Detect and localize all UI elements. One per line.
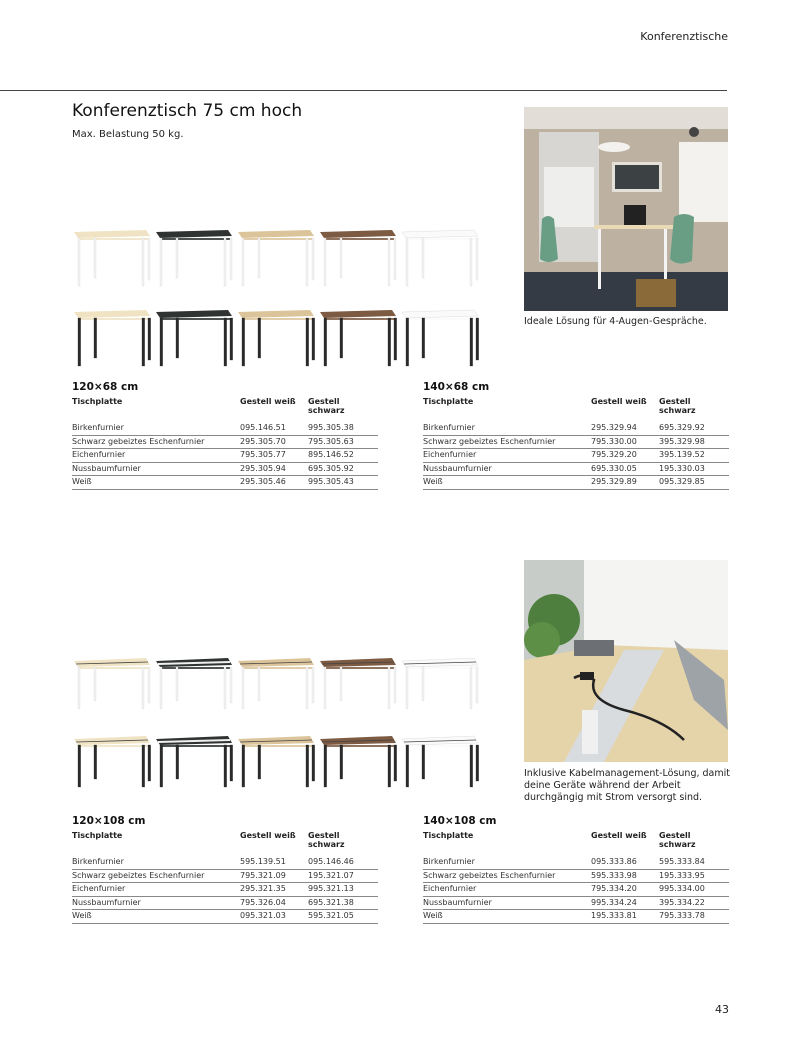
tabletop-finish: Nussbaumfurnier <box>423 463 492 473</box>
tabletop-finish: Birkenfurnier <box>72 857 124 866</box>
article-number: 095.329.85 <box>659 477 705 486</box>
table-thumbnail <box>72 228 152 288</box>
article-number: 595.333.84 <box>659 857 705 866</box>
article-number: 095.321.03 <box>240 911 286 920</box>
tabletop-finish: Schwarz gebeiztes Eschenfurnier <box>72 870 205 880</box>
article-number: 795.330.00 <box>591 436 637 446</box>
column-header: Gestell weiß <box>591 397 647 406</box>
table-thumbnail <box>154 731 234 789</box>
article-number: 995.305.43 <box>308 477 354 486</box>
table-header-row <box>423 831 729 856</box>
column-header: Tischplatte <box>72 831 123 840</box>
table-thumbnail <box>154 228 234 288</box>
tabletop-finish: Nussbaumfurnier <box>72 463 141 473</box>
article-number: 295.329.89 <box>591 477 637 486</box>
table-thumbnail <box>236 228 316 288</box>
tabletop-finish: Birkenfurnier <box>423 423 475 432</box>
article-number: 895.146.52 <box>308 450 354 459</box>
tabletop-finish: Weiß <box>423 911 443 920</box>
article-number: 295.305.46 <box>240 477 286 486</box>
table-row <box>423 910 729 924</box>
tabletop-finish: Schwarz gebeiztes Eschenfurnier <box>72 436 205 446</box>
table-thumbnail <box>154 653 234 711</box>
section-header-label: Konferenztische <box>640 30 728 43</box>
tabletop-finish: Eichenfurnier <box>72 450 126 459</box>
article-number: 695.329.92 <box>659 423 705 432</box>
article-number: 695.330.05 <box>591 463 637 473</box>
article-number: 295.321.35 <box>240 884 286 893</box>
column-header: Tischplatte <box>423 831 474 840</box>
article-number: 195.321.07 <box>308 870 354 880</box>
table-row <box>72 910 378 924</box>
column-header: Gestell schwarz <box>308 397 345 415</box>
table-size-heading: 140×108 cm <box>423 815 497 827</box>
table-row <box>423 897 729 911</box>
table-header-row <box>72 397 378 422</box>
table-row <box>423 436 729 450</box>
table-size-heading: 140×68 cm <box>423 381 490 393</box>
meeting-room-caption: Ideale Lösung für 4-Augen-Gespräche. <box>524 316 707 327</box>
article-number: 195.333.95 <box>659 870 705 880</box>
product-swatches-68 <box>72 228 480 368</box>
spec-table-140x108 <box>423 815 729 924</box>
article-number: 795.321.09 <box>240 870 286 880</box>
meeting-room-photo <box>524 107 728 311</box>
tabletop-finish: Weiß <box>72 911 92 920</box>
table-size-heading: 120×68 cm <box>72 381 139 393</box>
article-number: 795.334.20 <box>591 884 637 893</box>
table-row <box>423 463 729 477</box>
tabletop-finish: Schwarz gebeiztes Eschenfurnier <box>423 436 556 446</box>
page-title: Konferenztisch 75 cm hoch <box>72 101 303 121</box>
cable-management-photo <box>524 560 728 762</box>
column-header: Gestell schwarz <box>659 397 696 415</box>
table-row <box>423 883 729 897</box>
article-number: 595.321.05 <box>308 911 354 920</box>
tabletop-finish: Birkenfurnier <box>423 857 475 866</box>
article-number: 695.305.92 <box>308 463 354 473</box>
tabletop-finish: Eichenfurnier <box>72 884 126 893</box>
tabletop-finish: Nussbaumfurnier <box>423 897 492 907</box>
article-number: 095.146.46 <box>308 857 354 866</box>
article-number: 795.329.20 <box>591 450 637 459</box>
column-header: Gestell weiß <box>240 831 296 840</box>
table-thumbnail <box>400 308 480 368</box>
table-row <box>423 870 729 884</box>
column-header: Gestell weiß <box>240 397 296 406</box>
cable-management-caption: Inklusive Kabelmanagement-Lösung, damit deine Geräte während der Arbeit durchgängig mit Strom versorgt sind. <box>524 768 730 803</box>
table-size-heading: 120×108 cm <box>72 815 146 827</box>
table-header-row <box>72 831 378 856</box>
table-thumbnail <box>318 653 398 711</box>
tabletop-finish: Birkenfurnier <box>72 423 124 432</box>
article-number: 595.139.51 <box>240 857 286 866</box>
column-header: Tischplatte <box>72 397 123 406</box>
table-row <box>72 883 378 897</box>
table-row <box>423 476 729 490</box>
article-number: 295.305.94 <box>240 463 286 473</box>
article-number: 095.333.86 <box>591 857 637 866</box>
tabletop-finish: Weiß <box>423 477 443 486</box>
table-row <box>72 870 378 884</box>
spec-table-140x68 <box>423 381 729 490</box>
article-number: 395.329.98 <box>659 436 705 446</box>
article-number: 195.330.03 <box>659 463 705 473</box>
table-row <box>72 897 378 911</box>
table-row <box>72 436 378 450</box>
table-thumbnail <box>318 228 398 288</box>
article-number: 995.334.00 <box>659 884 705 893</box>
tabletop-finish: Eichenfurnier <box>423 884 477 893</box>
table-thumbnail <box>400 228 480 288</box>
tabletop-finish: Eichenfurnier <box>423 450 477 459</box>
table-thumbnail <box>236 731 316 789</box>
table-row <box>72 856 378 870</box>
article-number: 795.305.63 <box>308 436 354 446</box>
header-divider <box>0 90 727 91</box>
table-row <box>423 422 729 436</box>
column-header: Gestell schwarz <box>308 831 345 849</box>
table-thumbnail <box>236 308 316 368</box>
spec-table-120x108 <box>72 815 378 924</box>
article-number: 795.305.77 <box>240 450 286 459</box>
table-thumbnail <box>72 653 152 711</box>
column-header: Gestell schwarz <box>659 831 696 849</box>
table-row <box>423 856 729 870</box>
product-swatches-108 <box>72 653 480 789</box>
article-number: 995.334.24 <box>591 897 637 907</box>
article-number: 395.139.52 <box>659 450 705 459</box>
article-number: 095.146.51 <box>240 423 286 432</box>
table-thumbnail <box>236 653 316 711</box>
load-capacity-note: Max. Belastung 50 kg. <box>72 129 184 140</box>
table-thumbnail <box>400 731 480 789</box>
table-header-row <box>423 397 729 422</box>
spec-table-120x68 <box>72 381 378 490</box>
table-row <box>72 476 378 490</box>
tabletop-finish: Nussbaumfurnier <box>72 897 141 907</box>
article-number: 795.326.04 <box>240 897 286 907</box>
table-thumbnail <box>318 731 398 789</box>
article-number: 195.333.81 <box>591 911 637 920</box>
table-thumbnail <box>72 731 152 789</box>
table-thumbnail <box>400 653 480 711</box>
column-header: Tischplatte <box>423 397 474 406</box>
page-number: 43 <box>715 1003 729 1016</box>
tabletop-finish: Schwarz gebeiztes Eschenfurnier <box>423 870 556 880</box>
article-number: 595.333.98 <box>591 870 637 880</box>
table-thumbnail <box>72 308 152 368</box>
column-header: Gestell weiß <box>591 831 647 840</box>
tabletop-finish: Weiß <box>72 477 92 486</box>
article-number: 295.305.70 <box>240 436 286 446</box>
article-number: 295.329.94 <box>591 423 637 432</box>
article-number: 695.321.38 <box>308 897 354 907</box>
table-row <box>72 422 378 436</box>
table-row <box>72 449 378 463</box>
table-thumbnail <box>318 308 398 368</box>
table-row <box>423 449 729 463</box>
table-thumbnail <box>154 308 234 368</box>
table-row <box>72 463 378 477</box>
article-number: 995.321.13 <box>308 884 354 893</box>
article-number: 395.334.22 <box>659 897 705 907</box>
article-number: 995.305.38 <box>308 423 354 432</box>
article-number: 795.333.78 <box>659 911 705 920</box>
